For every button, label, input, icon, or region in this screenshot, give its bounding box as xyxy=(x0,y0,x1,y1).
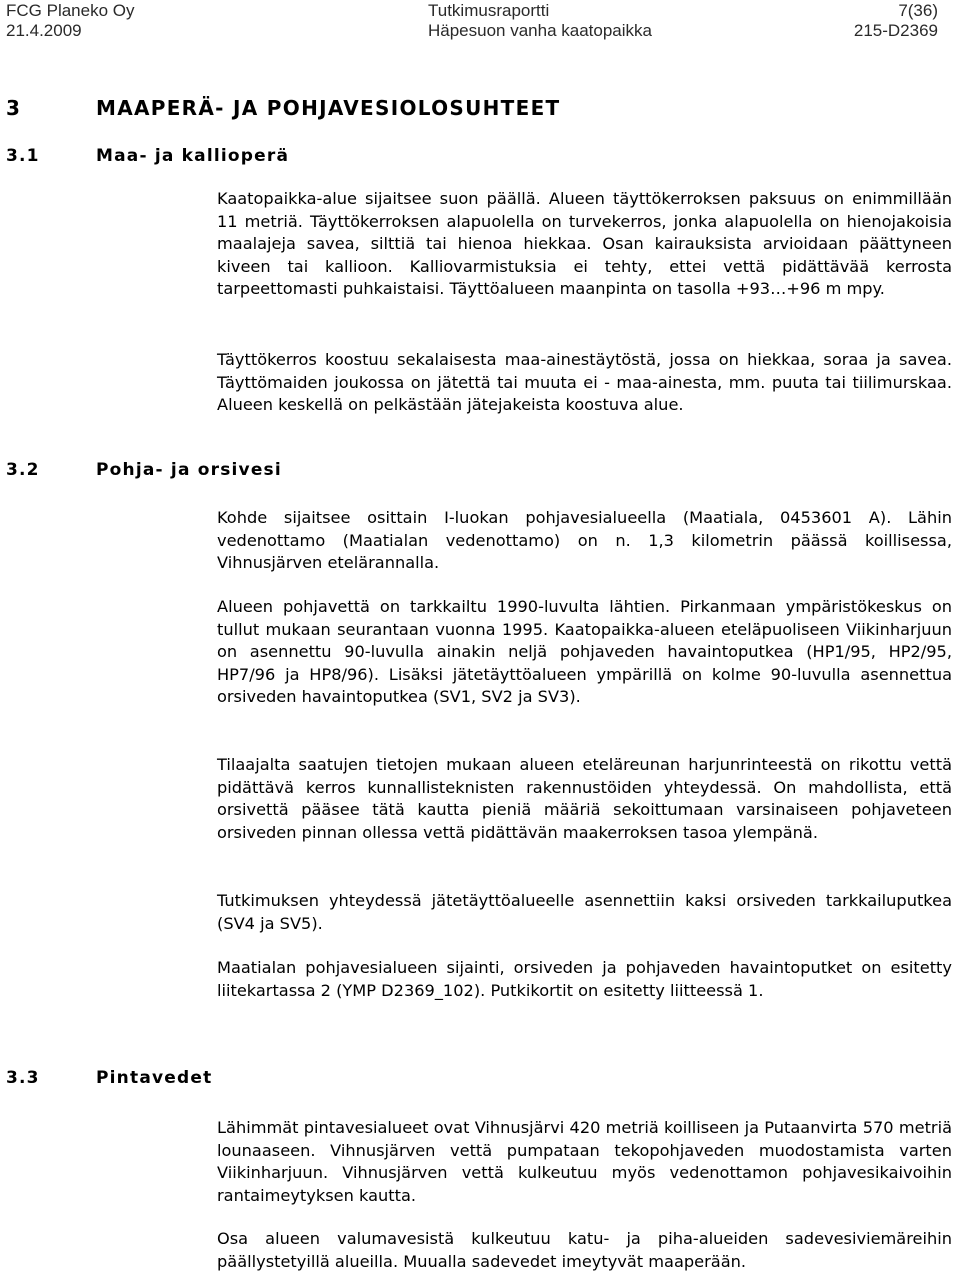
section-3-title: MAAPERÄ- JA POHJAVESIOLOSUHTEET xyxy=(96,96,561,120)
section-3-1-paragraph-2: Täyttökerros koostuu sekalaisesta maa-ainestäytöstä, jossa on hiekkaa, soraa ja savea. Täyttömaiden joukossa on jätettä tai muuta ei - maa-ainesta, mm. puuta tai tiilimurskaa. Alueen keskellä on pelkästään jätejakeista koostuva alue. xyxy=(217,350,952,415)
document-code: 215-D2369 xyxy=(853,21,938,40)
section-3-1-title: Maa- ja kallioperä xyxy=(96,146,290,166)
section-3-1-number: 3.1 xyxy=(6,146,40,166)
section-3-heading xyxy=(6,96,560,120)
page-header xyxy=(0,0,960,46)
section-3-3-heading xyxy=(6,1068,212,1088)
section-3-2-number: 3.2 xyxy=(6,460,40,480)
section-3-2-paragraph-5: Maatialan pohjavesialueen sijainti, orsiveden ja pohjaveden havaintoputket on esitetty liitekartassa 2 (YMP D2369_102). Putkikortit on esitetty liitteessä 1. xyxy=(217,958,952,1000)
section-3-1-heading xyxy=(6,146,289,166)
company-name: FCG Planeko Oy xyxy=(6,1,135,20)
document-type: Tutkimusraportti xyxy=(428,1,550,20)
section-3-3-title: Pintavedet xyxy=(96,1068,213,1088)
section-3-2-paragraph-2: Alueen pohjavettä on tarkkailtu 1990-luvulta lähtien. Pirkanmaan ympäristökeskus on tullut mukaan seurantaan vuonna 1995. Kaatopaikka-alueen eteläpuoliseen Viikinharjuun on asennettu 90-luvulla ainakin neljä pohjaveden havaintoputkea (HP1/95, HP2/95, HP7/96 ja HP8/96). Lisäksi jätetäyttöalueen ympärillä on kolme 90-luvulla asennettua orsiveden havaintoputkea (SV1, SV2 ja SV3). xyxy=(217,597,952,707)
report-date: 21.4.2009 xyxy=(6,21,82,40)
section-3-2-title: Pohja- ja orsivesi xyxy=(96,460,282,480)
section-3-3-paragraph-2: Osa alueen valumavesistä kulkeutuu katu- ja piha-alueiden sadevesiviemäreihin päällystetyillä alueilla. Muualla sadevedet imeytyvät maaperään. xyxy=(217,1229,952,1271)
document-subject: Häpesuon vanha kaatopaikka xyxy=(428,21,652,40)
section-3-2-heading xyxy=(6,460,282,480)
page-number: 7(36) xyxy=(898,1,938,20)
section-3-2-paragraph-4: Tutkimuksen yhteydessä jätetäyttöalueelle asennettiin kaksi orsiveden tarkkailuputkea (SV4 ja SV5). xyxy=(217,891,952,933)
section-3-2-paragraph-3: Tilaajalta saatujen tietojen mukaan alueen eteläreunan harjunrinteestä on rikottu vettä pidättävä kerros kunnallisteknisten rakennustöiden yhteydessä. On mahdollista, että orsivettä pääsee tätä kautta pieniä määriä sekoittumaan varsinaiseen pohjaveteen orsiveden pinnan ollessa vettä pidättävän maakerroksen tasoa ylempänä. xyxy=(217,755,952,842)
section-3-2-paragraph-1: Kohde sijaitsee osittain I-luokan pohjavesialueella (Maatiala, 0453601 A). Lähin vedenottamo (Maatialan vedenottamo) on n. 1,3 kilometrin päässä koillisessa, Vihnusjärven etelärannalla. xyxy=(217,508,952,573)
section-3-3-number: 3.3 xyxy=(6,1068,40,1088)
section-3-3-paragraph-1: Lähimmät pintavesialueet ovat Vihnusjärvi 420 metriä koilliseen ja Putaanvirta 570 metriä lounaaseen. Vihnusjärven vettä pumpataan tekopohjaveden muodostamista varten Viikinharjuun. Vihnusjärven vettä kulkeutuu myös vedenottamon pohjavesikaivoihin rantaimeytyksen kautta. xyxy=(217,1118,952,1205)
section-3-1-paragraph-1: Kaatopaikka-alue sijaitsee suon päällä. Alueen täyttökerroksen paksuus on enimmillään 11 metriä. Täyttökerroksen alapuolella on turvekerros, jonka alapuolella on hienojakoisia maalajeja savea, silttiä tai hienoa hiekkaa. Osan kairauksista arvioidaan päättyneen kiveen tai kallioon. Kalliovarmistuksia ei tehty, ettei vettä pidättävää kerrosta tarpeettomasti puhkaistaisi. Täyttöalueen maanpinta on tasolla +93…+96 m mpy. xyxy=(217,189,952,299)
section-3-number: 3 xyxy=(6,96,22,120)
